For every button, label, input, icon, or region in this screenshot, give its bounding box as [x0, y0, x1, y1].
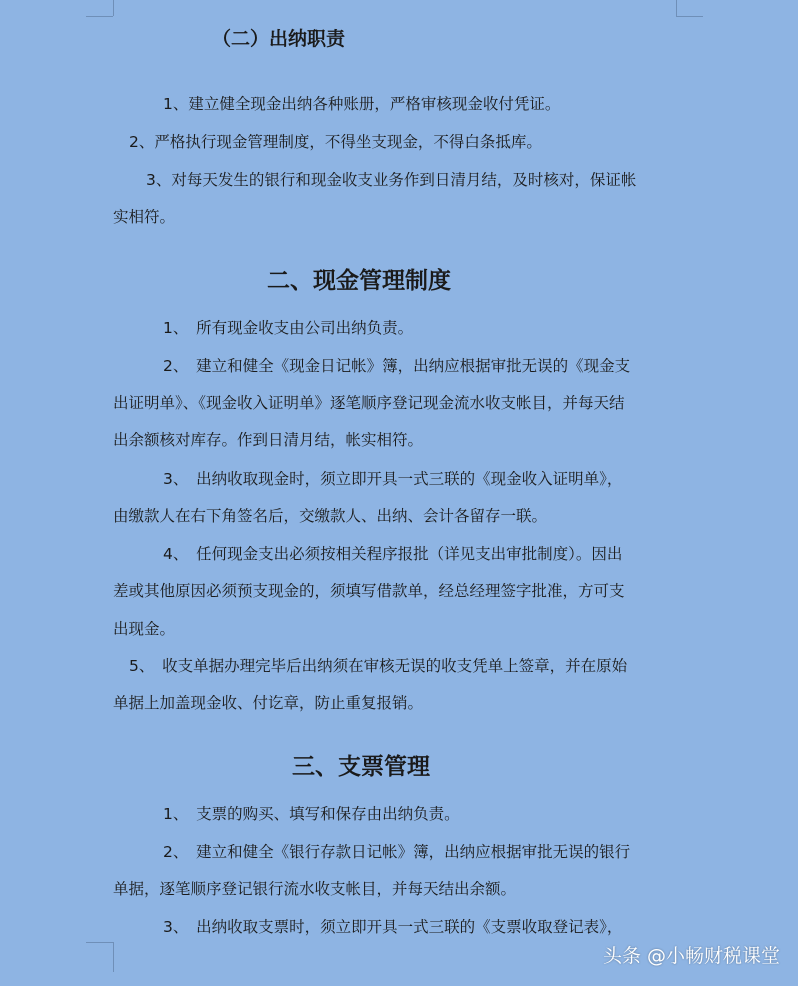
paragraph-line: 出证明单》、《现金收入证明单》逐笔顺序登记现金流水收支帐目，并每天结	[113, 394, 625, 412]
watermark-label: 头条 @小畅财税课堂	[602, 945, 780, 967]
crop-mark-top-left	[113, 0, 114, 16]
section-heading-check-management: 三、支票管理	[292, 754, 430, 780]
paragraph-line: 单据上加盖现金收、付讫章，防止重复报销。	[113, 694, 424, 712]
paragraph-line: 2、 建立和健全《银行存款日记帐》簿，出纳应根据审批无误的银行	[163, 843, 631, 861]
paragraph-line: 3、 出纳收取支票时，须立即开具一式三联的《支票收取登记表》，	[163, 918, 623, 936]
crop-mark-bottom-left	[86, 942, 113, 943]
paragraph-line: 出余额核对库存。作到日清月结，帐实相符。	[113, 431, 424, 449]
paragraph-line: 实相符。	[113, 208, 176, 226]
crop-mark-top-left	[86, 16, 113, 17]
paragraph-line: 3、 出纳收取现金时，须立即开具一式三联的《现金收入证明单》，	[163, 470, 623, 488]
paragraph-line: 1、 支票的购买、填写和保存由出纳负责。	[163, 805, 460, 823]
paragraph-line: 1、建立健全现金出纳各种账册，严格审核现金收付凭证。	[163, 95, 561, 113]
paragraph-line: 2、严格执行现金管理制度，不得坐支现金，不得白条抵库。	[129, 133, 542, 151]
paragraph-line: 1、 所有现金收支由公司出纳负责。	[163, 319, 414, 337]
paragraph-line: 5、 收支单据办理完毕后出纳须在审核无误的收支凭单上签章，并在原始	[129, 657, 628, 675]
section-heading-duties: （二）出纳职责	[212, 28, 346, 50]
paragraph-line: 差或其他原因必须预支现金的，须填写借款单，经总经理签字批准，方可支	[113, 582, 625, 600]
paragraph-line: 2、 建立和健全《现金日记帐》簿，出纳应根据审批无误的《现金支	[163, 357, 631, 375]
section-heading-cash-management: 二、现金管理制度	[267, 268, 451, 294]
crop-mark-top-right	[676, 16, 703, 17]
paragraph-line: 由缴款人在右下角签名后，交缴款人、出纳、会计各留存一联。	[113, 507, 548, 525]
paragraph-line: 4、 任何现金支出必须按相关程序报批（详见支出审批制度）。因出	[163, 545, 623, 563]
paragraph-line: 单据，逐笔顺序登记银行流水收支帐目，并每天结出余额。	[113, 880, 517, 898]
paragraph-line: 3、对每天发生的银行和现金收支业务作到日清月结，及时核对，保证帐	[146, 171, 637, 189]
crop-mark-bottom-left	[113, 942, 114, 972]
paragraph-line: 出现金。	[113, 620, 176, 638]
crop-mark-top-right	[676, 0, 677, 16]
